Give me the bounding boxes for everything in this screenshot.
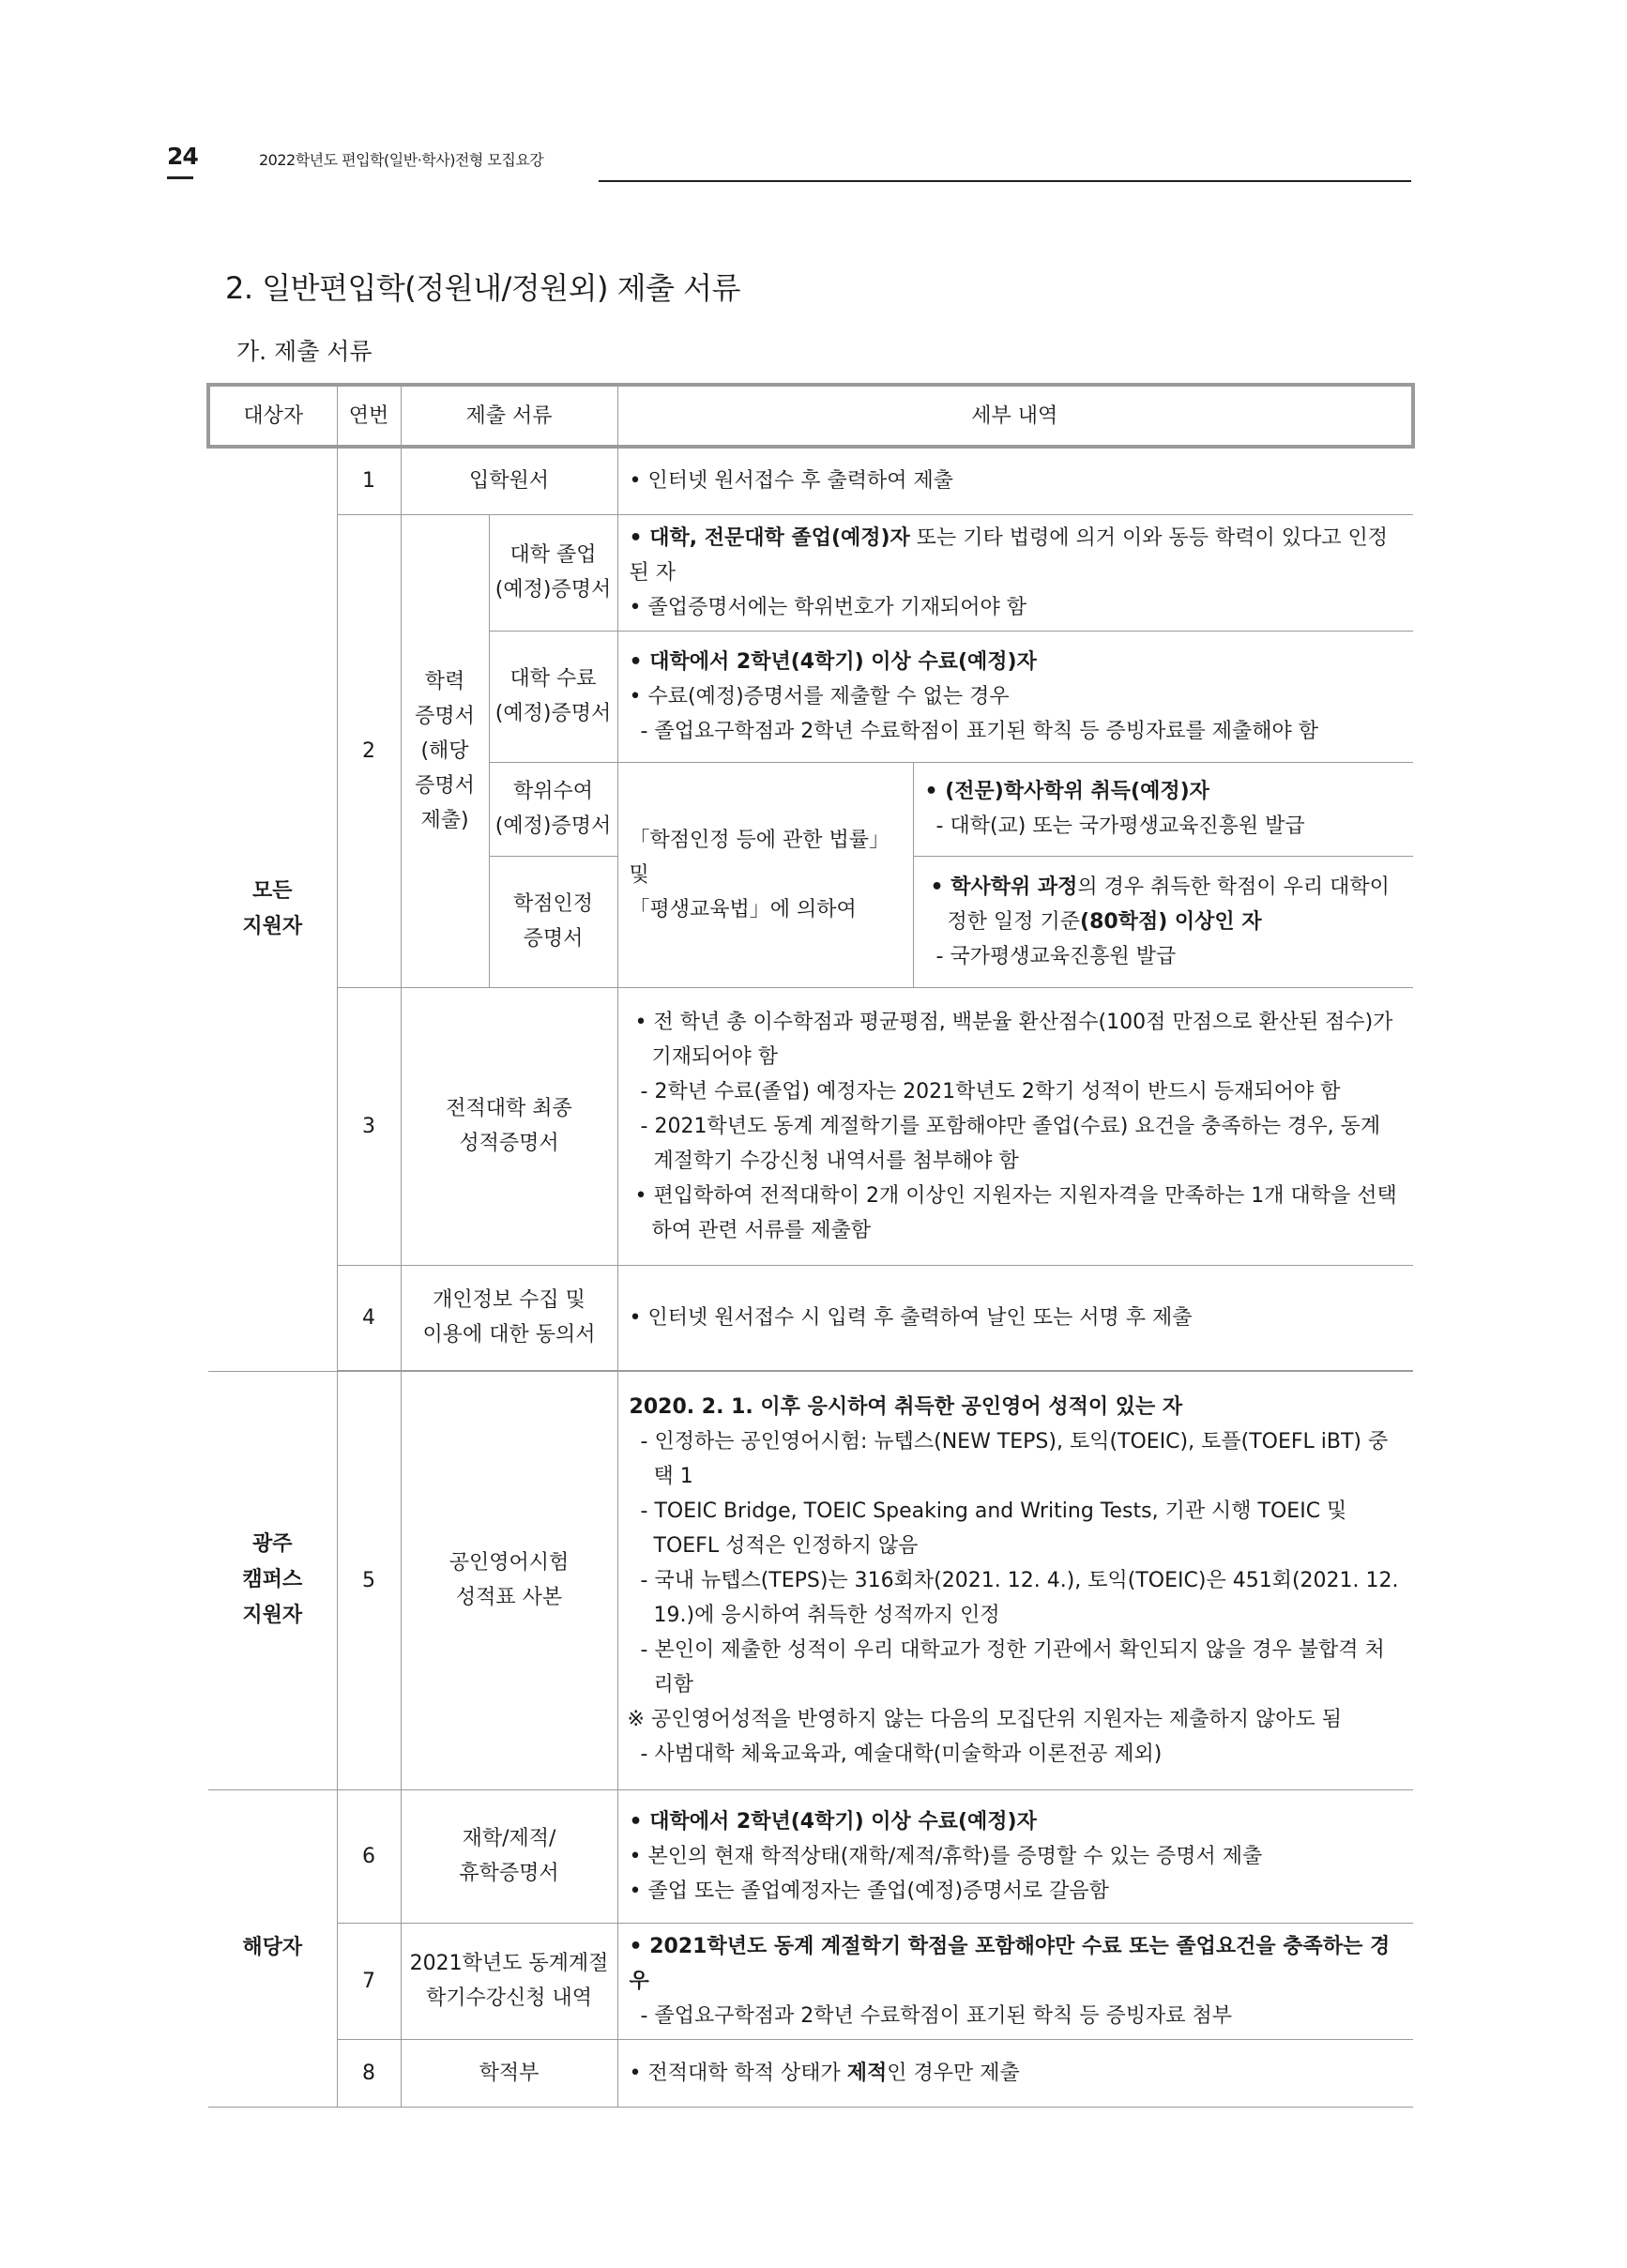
detail: • 학사학위 과정의 경우 취득한 학점이 우리 대학이 정한 일정 기준(80학점) 이상인 자 - 국가평생교육진흥원 발급 <box>913 856 1413 987</box>
table-row <box>208 1923 1413 2039</box>
detail: • 대학, 전문대학 졸업(예정)자 또는 기타 법령에 의거 이와 동등 학력이 있다고 인정된 자 • 졸업증명서에는 학위번호가 기재되어야 함 <box>617 514 1413 631</box>
table-row <box>208 447 1413 514</box>
table-row <box>208 987 1413 1265</box>
row-no: 3 <box>337 987 401 1265</box>
row-no: 4 <box>337 1265 401 1370</box>
table-row <box>208 514 1413 631</box>
doc-name: 입학원서 <box>401 447 617 514</box>
header-no: 연번 <box>337 385 401 447</box>
sub-doc-name: 학위수여 (예정)증명서 <box>489 762 617 856</box>
sub-doc-name: 대학 졸업 (예정)증명서 <box>489 514 617 631</box>
sub-doc-name: 학점인정 증명서 <box>489 856 617 987</box>
header-rule <box>599 180 1411 182</box>
detail: 2020. 2. 1. 이후 응시하여 취득한 공인영어 성적이 있는 자 - 인정하는 공인영어시험: 뉴텝스(NEW TEPS), 토익(TOEIC), 토플(TOEFL iBT) 중 택 1 - TOEIC Bridge, TOEIC Speaking and Writing Tests, 기관 시행 TOEIC 및 TOEFL 성적은 인정하지 않음 - 국내 뉴텝스(TEPS)는 316회차(2021. 12. 4.), 토익(TOEIC)은 451회(2021. 12. 19.)에 응시하여 취득한 성적까지 인정 - 본인이 제출한 성적이 우리 대학교가 정한 기관에서 확인되지 않을 경우 불합격 처리함 ※ 공인영어성적을 반영하지 않는 다음의 모집단위 지원자는 제출하지 않아도 됨 - 사범대학 체육교육과, 예술대학(미술학과 이론전공 제외) <box>617 1371 1413 1789</box>
legal-basis: 「학점인정 등에 관한 법률」 및 「평생교육법」에 의하여 <box>617 762 913 987</box>
table-row <box>208 1371 1413 1789</box>
table-row <box>208 1789 1413 1923</box>
detail: • 2021학년도 동계 계절학기 학점을 포함해야만 수료 또는 졸업요건을 충족하는 경우 - 졸업요구학점과 2학년 수료학점이 표기된 학칙 등 증빙자료 첨부 <box>617 1923 1413 2039</box>
page-number: 24 <box>167 143 198 170</box>
subsection-title: 가. 제출 서류 <box>236 338 373 365</box>
detail: • 전 학년 총 이수학점과 평균평점, 백분율 환산점수(100점 만점으로 환산된 점수)가 기재되어야 함 - 2학년 수료(졸업) 예정자는 2021학년도 2학기 성적이 반드시 등재되어야 함 - 2021학년도 동계 계절학기를 포함해야만 졸업(수료) 요건을 충족하는 경우, 동계 계절학기 수강신청 내역서를 첨부해야 함 • 편입학하여 전적대학이 2개 이상인 지원자는 지원자격을 만족하는 1개 대학을 선택하여 관련 서류를 제출함 <box>617 987 1413 1265</box>
detail: • 대학에서 2학년(4학기) 이상 수료(예정)자 • 본인의 현재 학적상태(재학/제적/휴학)를 증명할 수 있는 증명서 제출 • 졸업 또는 졸업예정자는 졸업(예정)증명서로 갈음함 <box>617 1789 1413 1923</box>
doc-name: 공인영어시험 성적표 사본 <box>401 1371 617 1789</box>
table-header-row <box>208 385 1413 447</box>
doc-name: 학적부 <box>401 2039 617 2107</box>
table-row <box>208 1265 1413 1370</box>
doc-name: 개인정보 수집 및 이용에 대한 동의서 <box>401 1265 617 1370</box>
group-applicable: 해당자 <box>208 1789 337 2107</box>
row-no: 2 <box>337 514 401 987</box>
group-all-applicants: 모든 지원자 <box>208 447 337 1371</box>
row-no: 6 <box>337 1789 401 1923</box>
row-no: 5 <box>337 1371 401 1789</box>
table-row <box>208 2039 1413 2107</box>
section-title: 2. 일반편입학(정원내/정원외) 제출 서류 <box>225 270 740 306</box>
header-title: 2022학년도 편입학(일반·학사)전형 모집요강 <box>259 151 544 169</box>
detail: • 대학에서 2학년(4학기) 이상 수료(예정)자 • 수료(예정)증명서를 제출할 수 없는 경우 - 졸업요구학점과 2학년 수료학점이 표기된 학칙 등 증빙자료를 제출해야 함 <box>617 631 1413 762</box>
header-rule-short <box>167 176 193 179</box>
detail: • 전적대학 학적 상태가 제적인 경우만 제출 <box>617 2039 1413 2107</box>
row-no: 7 <box>337 1923 401 2039</box>
doc-name: 2021학년도 동계계절 학기수강신청 내역 <box>401 1923 617 2039</box>
header-document: 제출 서류 <box>401 385 617 447</box>
submission-documents-table <box>206 383 1415 2108</box>
doc-name: 학력 증명서 (해당 증명서 제출) <box>401 514 489 987</box>
doc-name: 재학/제적/ 휴학증명서 <box>401 1789 617 1923</box>
sub-doc-name: 대학 수료 (예정)증명서 <box>489 631 617 762</box>
detail: • 인터넷 원서접수 후 출력하여 제출 <box>617 447 1413 514</box>
row-no: 8 <box>337 2039 401 2107</box>
header-details: 세부 내역 <box>617 385 1413 447</box>
header-target: 대상자 <box>208 385 337 447</box>
detail: • 인터넷 원서접수 시 입력 후 출력하여 날인 또는 서명 후 제출 <box>617 1265 1413 1370</box>
row-no: 1 <box>337 447 401 514</box>
doc-name: 전적대학 최종 성적증명서 <box>401 987 617 1265</box>
detail: • (전문)학사학위 취득(예정)자 - 대학(교) 또는 국가평생교육진흥원 발급 <box>913 762 1413 856</box>
group-gwangju-campus: 광주 캠퍼스 지원자 <box>208 1371 337 1789</box>
